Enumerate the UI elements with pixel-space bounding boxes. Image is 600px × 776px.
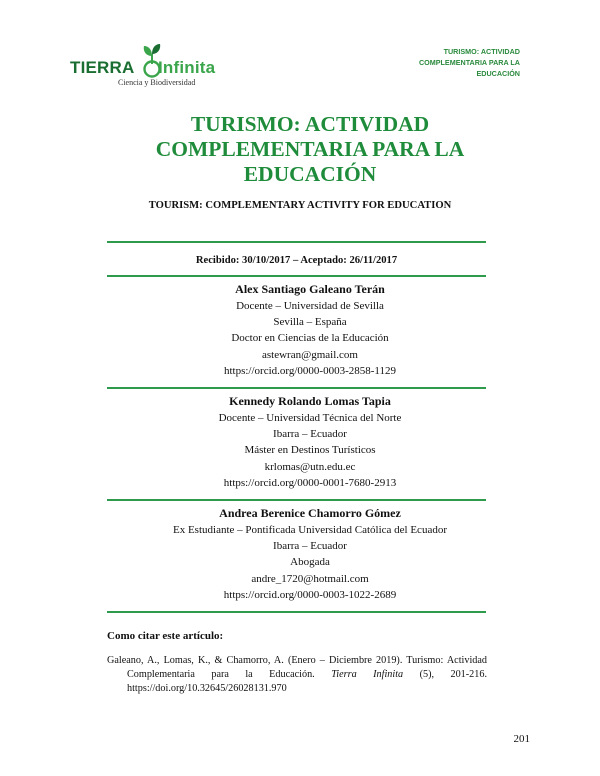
- author-name: Andrea Berenice Chamorro Gómez: [219, 506, 401, 520]
- citation-heading: Como citar este artículo:: [107, 630, 224, 642]
- logo-word-tierra: TIERRA: [70, 58, 135, 77]
- received-accepted-dates: Recibido: 30/10/2017 – Aceptado: 26/11/2017: [195, 255, 398, 266]
- author-email: krlomas@utn.edu.ec: [264, 460, 356, 473]
- author-degree: Máster en Destinos Turísticos: [244, 444, 376, 457]
- author-name: Alex Santiago Galeano Terán: [235, 282, 385, 296]
- author-orcid: https://orcid.org/0000-0003-1022-2689: [223, 588, 397, 601]
- divider: [107, 275, 486, 277]
- journal-name: Tierra Infinita: [331, 669, 404, 680]
- author-affiliation: Docente – Universidad Técnica del Norte: [218, 412, 402, 424]
- page-number: 201: [513, 733, 530, 745]
- author-location: Ibarra – Ecuador: [273, 428, 347, 441]
- title-line: EDUCACIÓN: [243, 162, 377, 186]
- title-line: TURISMO: ACTIVIDAD: [190, 112, 430, 136]
- author-email: andre_1720@hotmail.com: [251, 572, 369, 585]
- running-head-line: TURISMO: ACTIVIDAD: [443, 47, 520, 56]
- divider: [107, 611, 486, 613]
- author-orcid: https://orcid.org/0000-0001-7680-2913: [223, 476, 397, 489]
- english-title: TOURISM: COMPLEMENTARY ACTIVITY FOR EDUCATION: [148, 200, 452, 211]
- logo-word-infinita: Infinita: [158, 58, 216, 77]
- author-affiliation: Docente – Universidad de Sevilla: [236, 300, 384, 312]
- divider: [107, 241, 486, 243]
- title-line: COMPLEMENTARIA PARA LA: [155, 137, 465, 161]
- journal-logo: [70, 40, 245, 92]
- citation-doi: https://doi.org/10.32645/26028131.970: [127, 683, 287, 694]
- author-degree: Doctor en Ciencias de la Educación: [231, 332, 389, 345]
- divider: [107, 387, 486, 389]
- divider: [107, 499, 486, 501]
- citation-line: Galeano, A., Lomas, K., & Chamorro, A. (Enero – Diciembre 2019). Turismo: Actividad: [107, 655, 487, 666]
- author-block: [100, 505, 520, 603]
- author-block: [100, 393, 520, 491]
- author-orcid: https://orcid.org/0000-0003-2858-1129: [223, 364, 396, 377]
- logo-tagline: Ciencia y Biodiversidad: [118, 78, 196, 87]
- citation-fragment: (5), 201-216.: [403, 669, 487, 680]
- citation-fragment: Complementaria para la Educación.: [127, 669, 332, 680]
- author-degree: Abogada: [290, 556, 330, 569]
- author-affiliation: Ex Estudiante – Pontificada Universidad Católica del Ecuador: [172, 524, 447, 536]
- article-title: [100, 112, 520, 187]
- author-location: Sevilla – España: [273, 316, 347, 329]
- author-location: Ibarra – Ecuador: [273, 540, 347, 553]
- author-email: astewran@gmail.com: [262, 348, 358, 361]
- running-head-line: COMPLEMENTARIA PARA LA: [418, 58, 520, 67]
- citation-text: [107, 654, 487, 696]
- author-name: Kennedy Rolando Lomas Tapia: [229, 394, 391, 408]
- running-head: [380, 46, 520, 79]
- author-block: [100, 281, 520, 379]
- running-head-line: EDUCACIÓN: [476, 69, 520, 78]
- citation-line: [107, 668, 487, 682]
